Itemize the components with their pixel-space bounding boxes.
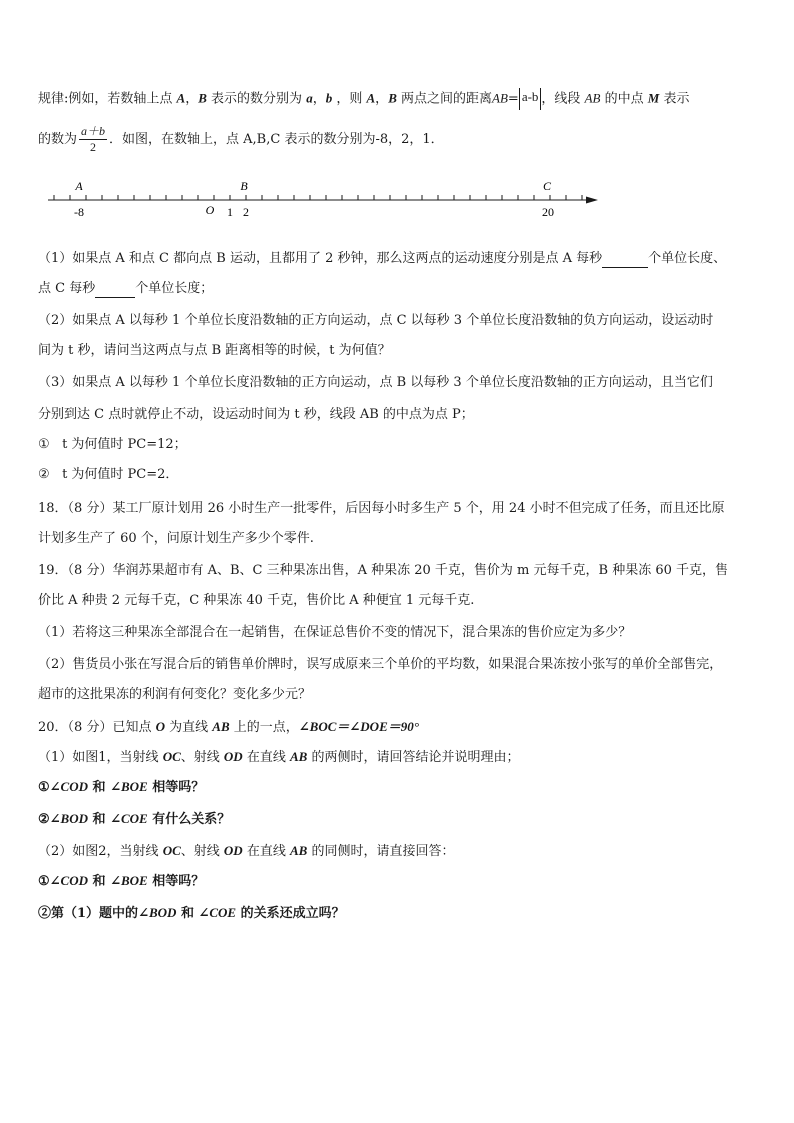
text: 点 C 每秒 — [38, 281, 96, 296]
text: 的关系还成立吗？ — [240, 906, 345, 921]
angle-equation: ∠BOC＝∠DOE＝90° — [298, 719, 419, 734]
math-var: AB — [584, 90, 601, 106]
angle: ∠BOE — [110, 873, 148, 888]
q17-part1-line2 — [38, 280, 213, 298]
text: 和 — [92, 874, 106, 889]
q20-part2-sub1 — [38, 872, 204, 891]
math-var: OC — [162, 749, 181, 764]
circled-number: ① — [38, 874, 50, 889]
text: 相等吗？ — [152, 780, 205, 795]
math-var: AB — [289, 843, 308, 858]
text: 相等吗？ — [152, 874, 205, 889]
text: 第（1）题中的 — [51, 906, 139, 921]
circled-number: ② — [38, 812, 50, 827]
math-var: AB — [289, 749, 308, 764]
math-var: B — [388, 90, 397, 106]
math-var: AB — [212, 719, 230, 734]
text: （1）如图1，当射线 — [38, 750, 159, 765]
text: （1）若将这三种果冻全部混合在一起销售，在保证总售价不变的情况下，混合果冻的售价应定为多少？ — [38, 625, 632, 640]
q17-part2-line1 — [38, 312, 713, 330]
text: 表示的数分别为 — [211, 91, 303, 107]
q20-part1-sub2 — [38, 810, 230, 829]
text: 超市的这批果冻的利润有何变化？变化多少元？ — [38, 687, 312, 702]
text: ， — [375, 91, 389, 107]
math-var: A — [366, 90, 376, 106]
text: ．如图，在数轴上，点 A,B,C 表示的数分别为-8，2，1． — [109, 132, 444, 147]
text: 、射线 — [180, 844, 220, 859]
q17-sub2 — [38, 466, 178, 484]
circled-number: ① — [38, 437, 50, 452]
math-var: OD — [223, 843, 243, 858]
text: 的同侧时，请直接回答： — [311, 844, 455, 859]
text: （2）如果点 A 以每秒 1 个单位长度沿数轴的正方向运动，点 C 以每秒 3 个单位长度沿数轴的负方向运动，设运动时 — [38, 313, 714, 328]
q17-sub1 — [38, 436, 187, 454]
circled-number: ② — [38, 467, 50, 482]
text: = — [507, 91, 519, 107]
answer-blank[interactable] — [602, 253, 648, 268]
text: 表示 — [663, 91, 690, 107]
angle: ∠COE — [110, 811, 148, 826]
math-var: OD — [223, 749, 243, 764]
angle: ∠BOD — [49, 811, 88, 826]
text: 和 — [180, 906, 194, 921]
midpoint-fraction — [79, 124, 107, 155]
tick-label-2: 2 — [243, 205, 249, 219]
text: 规律:例如，若数轴上点 — [38, 91, 173, 107]
q18-line1 — [38, 500, 725, 518]
text: 价比 A 种贵 2 元每千克，C 种果冻 40 千克，售价比 A 种便宜 1 元每千克. — [38, 593, 475, 608]
angle: ∠COD — [49, 779, 88, 794]
text: ， — [185, 91, 199, 107]
text: 20．（8 分）已知点 — [38, 720, 152, 735]
q20-part1-sub1 — [38, 778, 204, 797]
math-var: OC — [162, 843, 181, 858]
origin-label: O — [205, 203, 215, 217]
angle: ∠BOE — [110, 779, 148, 794]
text: （2）如图2，当射线 — [38, 844, 159, 859]
arrow-head-icon — [586, 197, 598, 204]
text: （1）如果点 A 和点 C 都向点 B 运动，且都用了 2 秒钟，那么这两点的运动速度分别是点 A 每秒 — [38, 251, 603, 266]
text: 的两侧时，请回答结论并说明理由； — [311, 750, 520, 765]
q20-part2 — [38, 842, 454, 861]
tick-marks — [54, 195, 582, 200]
math-var: M — [647, 90, 660, 106]
fraction-denominator: 2 — [90, 140, 97, 154]
text: 、射线 — [180, 750, 220, 765]
math-var: AB — [492, 90, 508, 106]
math-var: B — [198, 90, 207, 106]
text: ，线段 — [541, 91, 581, 107]
angle: ∠BOD — [138, 905, 177, 920]
text: 上的一点， — [233, 720, 299, 735]
circled-number: ② — [38, 906, 52, 921]
point-label-a: A — [75, 179, 83, 193]
angle: ∠COD — [49, 873, 88, 888]
math-var: O — [155, 719, 165, 734]
text: 在直线 — [246, 750, 286, 765]
tick-label-1: 1 — [227, 205, 233, 219]
text: （2）售货员小张在写混合后的销售单价牌时，误写成原来三个单价的平均数，如果混合果冻按小张写的单价全部售完， — [38, 657, 723, 672]
text: 分别到达 C 点时就停止不动，设运动时间为 t 秒，线段 AB 的中点为点 P； — [38, 407, 474, 422]
text: ， — [312, 91, 326, 107]
text: 计划多生产了 60 个，问原计划生产多少个零件. — [38, 531, 314, 546]
math-var: a — [306, 90, 313, 106]
circled-number: ① — [38, 780, 50, 795]
q19-part2-line2 — [38, 686, 311, 704]
text: t 为何值时 PC=2． — [62, 467, 179, 482]
text: ，则 — [336, 91, 363, 107]
text: 个单位长度； — [135, 281, 214, 296]
math-var: A — [176, 90, 186, 106]
text: 和 — [92, 812, 106, 827]
fraction-numerator: a＋b — [81, 124, 106, 138]
intro-line-2 — [38, 124, 444, 155]
answer-blank[interactable] — [95, 283, 135, 298]
q20-part1 — [38, 748, 519, 767]
tick-label-20: 20 — [542, 205, 554, 219]
angle: ∠COE — [198, 905, 237, 920]
text: （3）如果点 A 以每秒 1 个单位长度沿数轴的正方向运动，点 B 以每秒 3 个单位长度沿数轴的正方向运动，且当它们 — [38, 375, 713, 390]
point-label-c: C — [542, 179, 552, 193]
text: 18．（8 分）某工厂原计划用 26 小时生产一批零件，后因每小时多生产 5 个，用 24 小时不但完成了任务，而且还比原 — [38, 501, 725, 516]
text: 的中点 — [604, 91, 644, 107]
q19-part1 — [38, 624, 631, 642]
text: 为直线 — [169, 720, 209, 735]
q17-part2-line2 — [38, 342, 391, 360]
q17-part3-line2 — [38, 406, 474, 424]
math-var: b — [325, 90, 333, 106]
text: 两点之间的距离 — [401, 91, 493, 107]
absolute-value: a-b — [519, 88, 542, 110]
tick-label-neg8: -8 — [74, 205, 84, 219]
q20-part2-sub2 — [38, 904, 345, 923]
q19-line2 — [38, 592, 474, 610]
number-line-figure — [38, 172, 608, 224]
text: 和 — [92, 780, 106, 795]
text: 19．（8 分）华润苏果超市有 A、B、C 三种果冻出售，A 种果冻 20 千克，售价为 m 元每千克，B 种果冻 60 千克，售 — [38, 563, 729, 578]
text: 个单位长度、 — [648, 251, 727, 266]
text: 的数为 — [38, 132, 78, 147]
q18-line2 — [38, 530, 314, 548]
text: 间为 t 秒，请问当这两点与点 B 距离相等的时候，t 为何值？ — [38, 343, 391, 358]
q19-part2-line1 — [38, 656, 722, 674]
text: 在直线 — [246, 844, 286, 859]
q17-part1-line1 — [38, 250, 726, 268]
q19-line1 — [38, 562, 728, 580]
text: 有什么关系？ — [152, 812, 231, 827]
q17-part3-line1 — [38, 374, 713, 392]
q20-heading — [38, 718, 419, 737]
intro-line-1 — [38, 88, 689, 110]
text: t 为何值时 PC=12； — [62, 437, 187, 452]
point-label-b: B — [240, 179, 248, 193]
